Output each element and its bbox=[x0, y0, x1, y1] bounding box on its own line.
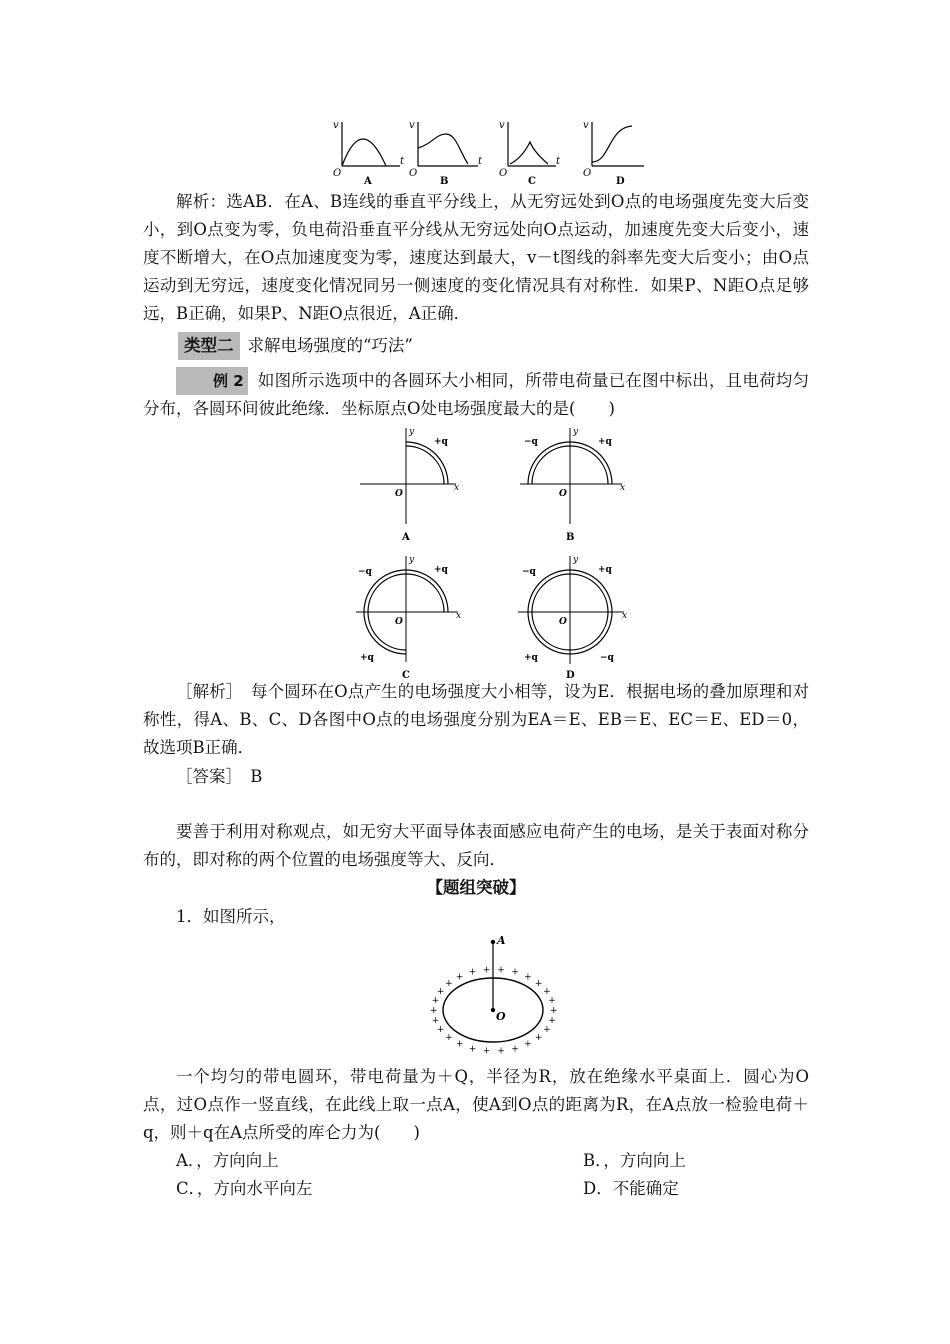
vt-graph-d bbox=[583, 120, 644, 187]
q1-option-a[interactable]: A．，方向向上 bbox=[176, 1151, 279, 1170]
plus-charge-sign: + bbox=[482, 965, 491, 976]
ring-origin: O bbox=[559, 617, 567, 627]
vt-axis-t: t bbox=[556, 156, 561, 167]
plus-charge-sign: + bbox=[468, 967, 477, 978]
answer2-value: B bbox=[250, 767, 263, 786]
vt-graphs-figure bbox=[330, 118, 650, 190]
plus-charge-sign: + bbox=[524, 972, 532, 983]
q1-option-d[interactable]: D．不能确定 bbox=[583, 1179, 679, 1198]
ring-label-b: B bbox=[566, 532, 575, 543]
vt-axis-t: t bbox=[478, 156, 483, 167]
ring-origin: O bbox=[395, 489, 403, 499]
charge-plus: +q bbox=[360, 653, 374, 663]
tip-paragraph: 要善于利用对称观点，如无穷大平面导体表面感应电荷产生的电场，是关于表面对称分布的，即对称的两个位置的电场强度等大、反向． bbox=[143, 822, 809, 869]
vt-axis-t: t bbox=[400, 156, 405, 167]
ring-option-b bbox=[520, 427, 625, 543]
vt-label-d: D bbox=[616, 176, 625, 187]
vt-graph-b bbox=[409, 120, 483, 187]
solution2-tag: ［解析］ bbox=[176, 682, 235, 701]
vt-axis-v: v bbox=[583, 120, 589, 131]
vt-origin: O bbox=[499, 168, 508, 179]
charge-plus: +q bbox=[524, 653, 538, 663]
vt-label-a: A bbox=[364, 176, 372, 187]
vt-graph-a bbox=[333, 120, 405, 187]
ring-option-a bbox=[360, 427, 459, 543]
plus-charge-sign: + bbox=[534, 978, 543, 989]
ring-label-c: C bbox=[402, 670, 410, 681]
plus-charge-sign: + bbox=[534, 1033, 543, 1044]
solution2-paragraph bbox=[143, 678, 809, 762]
q1-intro: 1．如图所示， bbox=[176, 907, 286, 926]
plus-charge-sign: + bbox=[543, 1025, 551, 1036]
q1-option-c[interactable]: C．，方向水平向左 bbox=[176, 1179, 313, 1198]
point-o-label: O bbox=[496, 1010, 506, 1023]
plus-charge-sign: + bbox=[436, 1025, 445, 1036]
plus-charge-sign: + bbox=[497, 965, 505, 976]
ring-label-d: D bbox=[566, 670, 575, 681]
charge-plus: +q bbox=[598, 565, 612, 575]
ring-figures bbox=[350, 422, 640, 682]
q1-text: 一个均匀的带电圆环，带电荷量为＋Q，半径为R，放在绝缘水平桌面上．圆心为O点，过O点作一竖直线，在此线上取一点A，使A到O点的距离为R，在A点放一检验电荷＋q，则＋q在A点所受的库仑力为( ) bbox=[143, 1067, 809, 1142]
vt-graph-c bbox=[499, 120, 561, 187]
plus-charge-sign: + bbox=[455, 972, 464, 983]
plus-charge-sign: + bbox=[548, 996, 556, 1007]
plus-charge-sign: + bbox=[550, 1006, 558, 1016]
type2-heading bbox=[178, 332, 413, 360]
ring-axis-y: y bbox=[573, 427, 579, 437]
ring-axis-y: y bbox=[409, 555, 415, 565]
group-title: 【题组突破】 bbox=[426, 878, 526, 897]
plus-charge-sign: + bbox=[430, 1006, 438, 1016]
ring-axis-y: y bbox=[573, 555, 579, 565]
plus-charge-sign: + bbox=[548, 1015, 556, 1026]
ring-origin: O bbox=[395, 617, 403, 627]
point-a-label: A bbox=[497, 934, 506, 947]
ring-label-a: A bbox=[402, 532, 410, 543]
vt-axis-v: v bbox=[499, 120, 505, 131]
plus-charge-sign: + bbox=[511, 967, 519, 978]
ring-option-d bbox=[518, 555, 627, 681]
ring-axis-y: y bbox=[409, 427, 415, 437]
ring-origin: O bbox=[559, 489, 567, 499]
vt-origin: O bbox=[333, 168, 342, 179]
charge-minus: −q bbox=[524, 437, 538, 447]
charge-minus: −q bbox=[522, 567, 536, 577]
plus-charge-sign: + bbox=[431, 1015, 440, 1026]
plus-charge-sign: + bbox=[524, 1039, 532, 1050]
example-tag: 例 2 bbox=[176, 367, 248, 395]
plus-charge-sign: + bbox=[445, 978, 453, 989]
charge-plus: +q bbox=[434, 565, 448, 575]
charge-plus: +q bbox=[434, 437, 448, 447]
plus-charge-sign: + bbox=[431, 996, 440, 1007]
charge-plus: +q bbox=[598, 437, 612, 447]
ring-axis-x: x bbox=[622, 611, 628, 621]
plus-charge-sign: + bbox=[543, 986, 551, 997]
plus-charge-sign: + bbox=[497, 1046, 505, 1057]
vt-axis-v: v bbox=[333, 120, 339, 131]
ring-axis-x: x bbox=[456, 611, 462, 621]
type2-tag: 类型二 bbox=[178, 332, 240, 360]
charge-minus: −q bbox=[600, 653, 614, 663]
ring-axis-x: x bbox=[620, 483, 626, 493]
answer2 bbox=[176, 763, 262, 791]
solution2-text: 每个圆环在O点产生的电场强度大小相等，设为E．根据电场的叠加原理和对称性，得A、B、C、D各图中O点的电场强度分别为EA＝E、EB＝E、EC＝E、ED＝0，故选项B正确． bbox=[143, 682, 810, 757]
vt-origin: O bbox=[583, 168, 592, 179]
ring-option-c bbox=[356, 555, 461, 681]
charge-minus: −q bbox=[358, 567, 372, 577]
example2-question bbox=[143, 367, 809, 423]
plus-charge-sign: + bbox=[511, 1044, 519, 1055]
plus-charge-sign: + bbox=[445, 1033, 453, 1044]
vt-origin: O bbox=[409, 168, 418, 179]
vt-label-b: B bbox=[440, 176, 449, 187]
type2-title: 求解电场强度的“巧法” bbox=[247, 336, 413, 355]
example2-text: 如图所示选项中的各圆环大小相同，所带电荷量已在图中标出，且电荷均匀分布，各圆环间彼此绝缘．坐标原点O处电场强度最大的是( ) bbox=[143, 371, 809, 418]
q1-option-b[interactable]: B．，方向向上 bbox=[583, 1151, 686, 1170]
analysis-paragraph: 解析：选AB．在A、B连线的垂直平分线上，从无穷远处到O点的电场强度先变大后变小，到O点变为零，负电荷沿垂直平分线从无穷远处向O点运动，加速度先变大后变小，速度不断增大，在O点加速度变为零，速度达到最大，v－t图线的斜率先变大后变小；由O点运动到无穷远，速度变化情况同另一侧速度的变化情况具有对称性．如果P、N距O点足够远，B正确，如果P、N距O点很近，A正确． bbox=[143, 192, 809, 323]
vt-label-c: C bbox=[528, 176, 536, 187]
vt-axis-v: v bbox=[409, 120, 415, 131]
plus-charge-sign: + bbox=[455, 1039, 464, 1050]
answer2-tag: ［答案］ bbox=[176, 767, 234, 786]
charged-ring-figure bbox=[430, 930, 560, 1060]
plus-charge-sign: + bbox=[482, 1046, 491, 1057]
ring-axis-x: x bbox=[454, 483, 460, 493]
plus-charge-sign: + bbox=[468, 1044, 477, 1055]
plus-charge-sign: + bbox=[436, 986, 445, 997]
